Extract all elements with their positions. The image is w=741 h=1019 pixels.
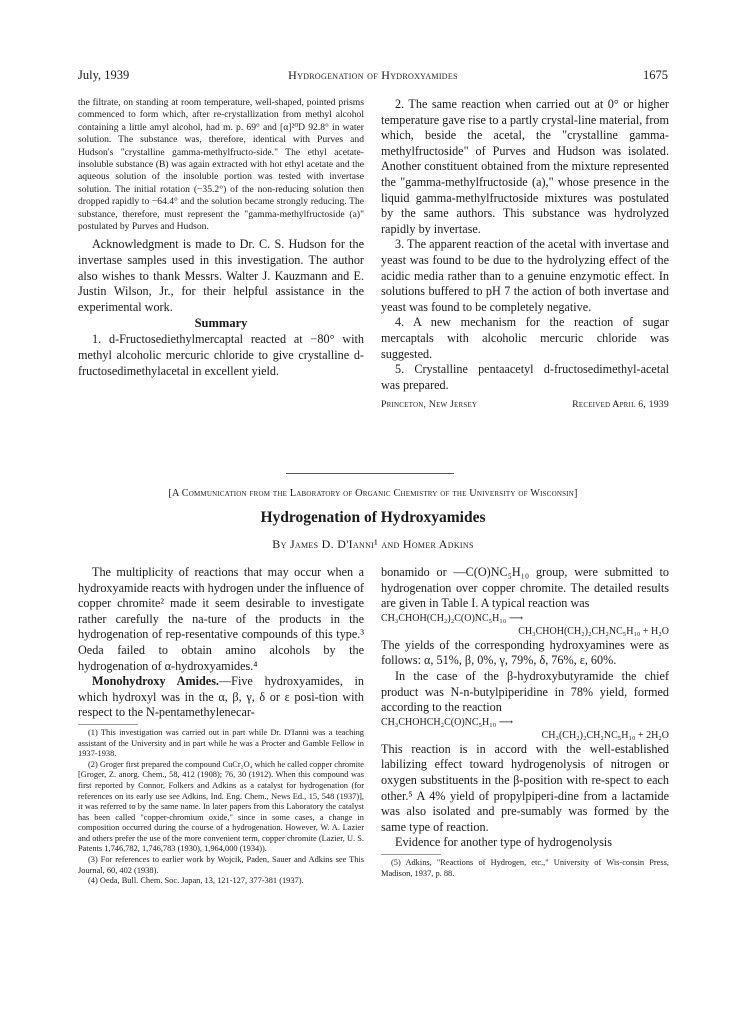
- signature-place: Princeton, New Jersey: [381, 399, 478, 411]
- left-column-bottom: [78, 565, 364, 887]
- footnote-rule-right: [381, 854, 441, 855]
- signature-line: [381, 399, 669, 410]
- footnote-1: (1) This investigation was carried out in part while Dr. D'Ianni was a teaching assistant of the University and in part while he was a Procter and Gamble Fellow in 1937-1938.: [78, 727, 364, 759]
- monohydroxy-heading: Monohydroxy Amides.: [92, 674, 219, 689]
- monohydroxy-text: —Five hydroxyamides, in which hydroxyl was in the α, β, γ, δ or ε posi-tion with respect to the N-pentamethylenecar-: [78, 674, 364, 720]
- left-column-top: [78, 97, 364, 379]
- header-date: July, 1939: [78, 68, 130, 82]
- summary-item-1: 1. d-Fructosediethylmercaptal reacted at −80° with methyl alcoholic mercuric chloride to give crystalline d-fructosedimethylacetal in excellent yield.: [78, 332, 364, 378]
- article-byline: By James D. D'Ianni¹ and Homer Adkins: [272, 537, 474, 551]
- footnote-3: (3) For references to earlier work by Wojcik, Paden, Sauer and Adkins see This Journal, 60, 402 (1938).: [78, 855, 364, 875]
- laboratory-line: [A Communication from the Laboratory of Organic Chemistry of the University of Wisconsin]: [168, 488, 578, 499]
- monohydroxy-paragraph: [78, 674, 364, 721]
- summary-item-4: 4. A new mechanism for the reaction of sugar mercaptals with alcoholic mercuric chloride was suggested.: [381, 315, 669, 361]
- acknowledgment: Acknowledgment is made to Dr. C. S. Hudson for the invertase samples used in this investigation. The author also wishes to thank Messrs. Walter J. Kauzmann and E. Justin Wilson, Jr., for their helpful assistance in the experimental work.: [78, 237, 364, 314]
- intro-paragraph: The multiplicity of reactions that may occur when a hydroxyamide reacts with hydrogen under the influence of copper chromite² made it seem desirable to investigate rather carefully the na-ture of the products in the hydrogenation of rep-resentative compounds of this type.³ Oeda failed to obtain amino alcohols by the hydrogenation of α-hydroxyamides.⁴: [78, 565, 364, 673]
- equation-1-left: CH₃CHOH(CH₂)₂C(O)NC₅H₁₀ ⟶: [381, 612, 524, 624]
- continued-paragraph: bonamido or —C(O)NC₅H₁₀ group, were submitted to hydrogenation over copper chromite. The detailed results are given in Table I. A typical reaction was: [381, 565, 669, 611]
- equation-1-right: CH₃CHOH(CH₂)₂CH₂NC₅H₁₀ + H₂O: [518, 625, 669, 637]
- summary-item-3: 3. The apparent reaction of the acetal with invertase and yeast was found to be due to the hydrolyzing effect of the acidic media rather than to a genuine enzymotic effect. In solutions buffered to pH 7 the action of both invertase and yeast was found to be completely negative.: [381, 237, 669, 314]
- footnote-4: (4) Oeda, Bull. Chem. Soc. Japan, 13, 121-127, 377-381 (1937).: [88, 876, 304, 886]
- continued-experimental-text: the filtrate, on standing at room temperature, well-shaped, pointed prisms commenced to form which, after re-crystallization from methyl alcohol containing a little amyl alcohol, had m. p. 69° and [α]²⁰D 92.8° in water solution. The substance was, therefore, identical with Purves and Hudson's "crystalline gamma-methylfructo-side." The ethyl acetate-insoluble substance (B) was again extracted with hot ethyl acetate and the aqueous solution of the insoluble portion was tested with invertase solution. The initial rotation (−35.2°) of the non-reducing solution then dropped rapidly to −64.4° and the solution became strongly reducing. The substance, therefore, must represent the "gamma-methylfructoside (a)" postulated by Purves and Hudson.: [78, 97, 364, 233]
- summary-heading: Summary: [194, 316, 248, 331]
- summary-item-5: 5. Crystalline pentaacetyl d-fructosedimethyl-acetal was prepared.: [381, 362, 669, 392]
- evidence-paragraph: Evidence for another type of hydrogenolysis: [395, 835, 612, 850]
- article-divider: [286, 473, 454, 474]
- footnote-rule: [78, 724, 138, 725]
- footnote-2: (2) Groger first prepared the compound CuCr₂O₄ which he called copper chromite [Groger, Z. anorg. Chem., 58, 412 (1908); 76, 30 (1912). When this compound was first reported by Connor, Folkers and Adkins as a catalyst for hydrogenation (for references on its early use see Adkins, Ind. Eng. Chem., News Ed., 15, 548 (1937)], it was referred to by the same name. In later papers from this Laboratory the catalyst has been called "copper-chromium oxide," since in some cases, a change in composition occurred during the course of a hydrogenation. However, W. A. Lazier and others prefer the use of the more convenient term, copper chromite (Lazier, U. S. Patents 1,746,782, 1,746,783 (1930), 1,964,000 (1934)).: [78, 759, 364, 854]
- article-title: Hydrogenation of Hydroxyamides: [260, 509, 486, 526]
- yields-paragraph: The yields of the corresponding hydroxyamines were as follows: α, 51%, β, 0%, γ, 79%, δ, 76%, ε, 60%.: [381, 637, 669, 668]
- right-column-bottom: [381, 565, 669, 879]
- equation-2-right: CH₃(CH₂)₂CH₂NC₅H₁₀ + 2H₂O: [541, 729, 669, 741]
- signature-received: Received April 6, 1939: [572, 399, 669, 411]
- footnote-5: (5) Adkins, "Reactions of Hydrogen, etc.," University of Wis-consin Press, Madison, 1937, p. 88.: [381, 857, 669, 878]
- summary-item-2: 2. The same reaction when carried out at 0° or higher temperature gave rise to a partly crystal-line material, from which, beside the acetal, the "crystalline gamma-methylfructoside" of Purves and Hudson was isolated. Another constituent obtained from the mixture represented the "gamma-methylfructoside (a)," whose presence in the liquid gamma-methylfructoside mixtures was postulated by the same authors. This substance was hydrolyzed rapidly by invertase.: [381, 97, 669, 236]
- header-title: Hydrogenation of Hydroxyamides: [288, 68, 458, 82]
- running-header: [78, 68, 668, 84]
- hydrogenolysis-paragraph: This reaction is in accord with the well-established labilizing effect toward hydrogenolysis of nitrogen or oxygen substituents in the β-position with re-spect to each other.⁵ A 4% yield of propylpiperi-dine from a lactamide was also isolated and pre-sumably was formed by the same type of reaction.: [381, 741, 669, 834]
- header-page-number: 1675: [643, 68, 668, 82]
- butyramide-paragraph: In the case of the β-hydroxybutyramide the chief product was N-n-butylpiperidine in 78% yield, formed according to the reaction: [381, 668, 669, 715]
- equation-2-left: CH₃CHOHCH₂C(O)NC₅H₁₀ ⟶: [381, 716, 514, 728]
- right-column-top: [381, 97, 669, 410]
